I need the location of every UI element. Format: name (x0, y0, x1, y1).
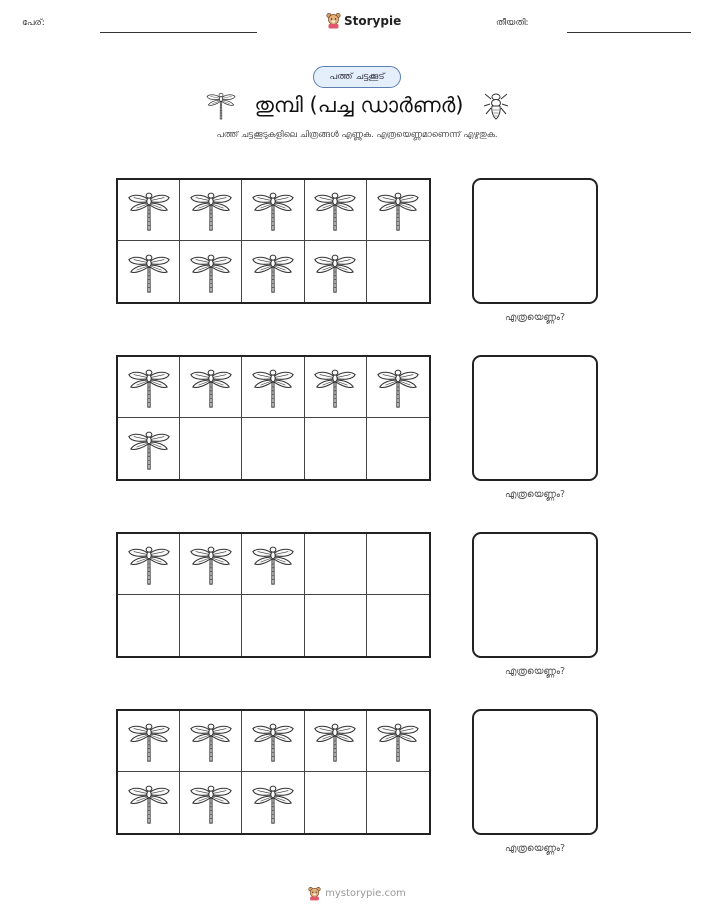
dragonfly-icon (188, 718, 234, 764)
ten-frame (116, 355, 431, 481)
frame-cell (305, 418, 367, 479)
frame-cell (242, 241, 304, 302)
frame-cell (118, 180, 180, 241)
frame-cell (305, 534, 367, 595)
bear-logo-icon (326, 12, 341, 29)
topic-badge: പത്ത് ചട്ടക്കൂട് (313, 66, 401, 88)
dragonfly-icon (312, 187, 358, 233)
how-many-label: എത്രയെണ്ണം? (504, 312, 566, 323)
dragonfly-icon (188, 364, 234, 410)
dragonfly-icon (126, 426, 172, 472)
frame-cell (118, 418, 180, 479)
frame-cell (180, 241, 242, 302)
dragonfly-icon (126, 780, 172, 826)
frame-cell (180, 357, 242, 418)
nymph-icon (482, 90, 510, 120)
dragonfly-icon (375, 364, 421, 410)
date-line[interactable] (567, 32, 691, 33)
dragonfly-icon (188, 249, 234, 295)
frame-cell (242, 772, 304, 833)
footer-url: mystorypie.com (325, 888, 406, 899)
dragonfly-icon (375, 187, 421, 233)
how-many-label: എത്രയെണ്ണം? (504, 843, 566, 854)
frame-cell (242, 595, 304, 656)
frame-cell (180, 711, 242, 772)
frame-cell (367, 418, 429, 479)
ten-frame (116, 178, 431, 304)
frame-cell (367, 772, 429, 833)
frame-cell (118, 711, 180, 772)
dragonfly-icon (250, 718, 296, 764)
answer-box[interactable] (472, 355, 598, 481)
instructions: പത്ത് ചട്ടക്കൂടുകളിലെ ചിത്രങ്ങൾ എണ്ണുക. എത്രയെണ്ണമാണെന്ന് എഴുതുക. (216, 130, 498, 140)
frame-cell (180, 180, 242, 241)
frame-cell (118, 357, 180, 418)
frame-cell (367, 241, 429, 302)
frame-cell (305, 595, 367, 656)
frame-cell (367, 180, 429, 241)
name-line[interactable] (100, 32, 257, 33)
ten-frame (116, 709, 431, 835)
frame-cell (242, 418, 304, 479)
frame-cell (118, 595, 180, 656)
dragonfly-icon (375, 718, 421, 764)
frame-cell (180, 772, 242, 833)
title-row (0, 88, 714, 122)
how-many-label: എത്രയെണ്ണം? (504, 666, 566, 677)
frame-cell (118, 241, 180, 302)
date-label: തീയതി: (496, 18, 529, 28)
how-many-label: എത്രയെണ്ണം? (504, 489, 566, 500)
dragonfly-icon (188, 541, 234, 587)
answer-box[interactable] (472, 709, 598, 835)
frame-cell (367, 711, 429, 772)
frame-cell (305, 772, 367, 833)
answer-box[interactable] (472, 532, 598, 658)
dragonfly-icon (126, 541, 172, 587)
footer (0, 886, 714, 901)
name-label: പേര്: (22, 18, 45, 28)
dragonfly-icon (126, 718, 172, 764)
dragonfly-icon (312, 718, 358, 764)
page-title: തുമ്പി (പച്ച ഡാർണർ) (254, 92, 464, 117)
frame-cell (305, 711, 367, 772)
frame-cell (367, 595, 429, 656)
bear-logo-icon (308, 886, 321, 901)
dragonfly-icon (250, 364, 296, 410)
frame-cell (367, 357, 429, 418)
frame-cell (180, 418, 242, 479)
dragonfly-icon (126, 364, 172, 410)
frame-cell (305, 357, 367, 418)
dragonfly-icon (188, 187, 234, 233)
dragonfly-icon (250, 187, 296, 233)
frame-cell (118, 534, 180, 595)
dragonfly-icon (250, 249, 296, 295)
dragonfly-icon (312, 249, 358, 295)
frame-cell (242, 711, 304, 772)
frame-cell (118, 772, 180, 833)
frame-cell (305, 241, 367, 302)
dragonfly-icon (188, 780, 234, 826)
frame-cell (367, 534, 429, 595)
frame-cell (242, 357, 304, 418)
dragonfly-icon (250, 541, 296, 587)
brand (326, 12, 401, 29)
answer-box[interactable] (472, 178, 598, 304)
frame-cell (180, 534, 242, 595)
frame-cell (305, 180, 367, 241)
frame-cell (242, 180, 304, 241)
frame-cell (242, 534, 304, 595)
dragonfly-icon (205, 89, 237, 121)
frame-cell (180, 595, 242, 656)
dragonfly-icon (126, 187, 172, 233)
dragonfly-icon (126, 249, 172, 295)
dragonfly-icon (312, 364, 358, 410)
dragonfly-icon (250, 780, 296, 826)
ten-frame (116, 532, 431, 658)
brand-name: Storypie (344, 13, 402, 28)
